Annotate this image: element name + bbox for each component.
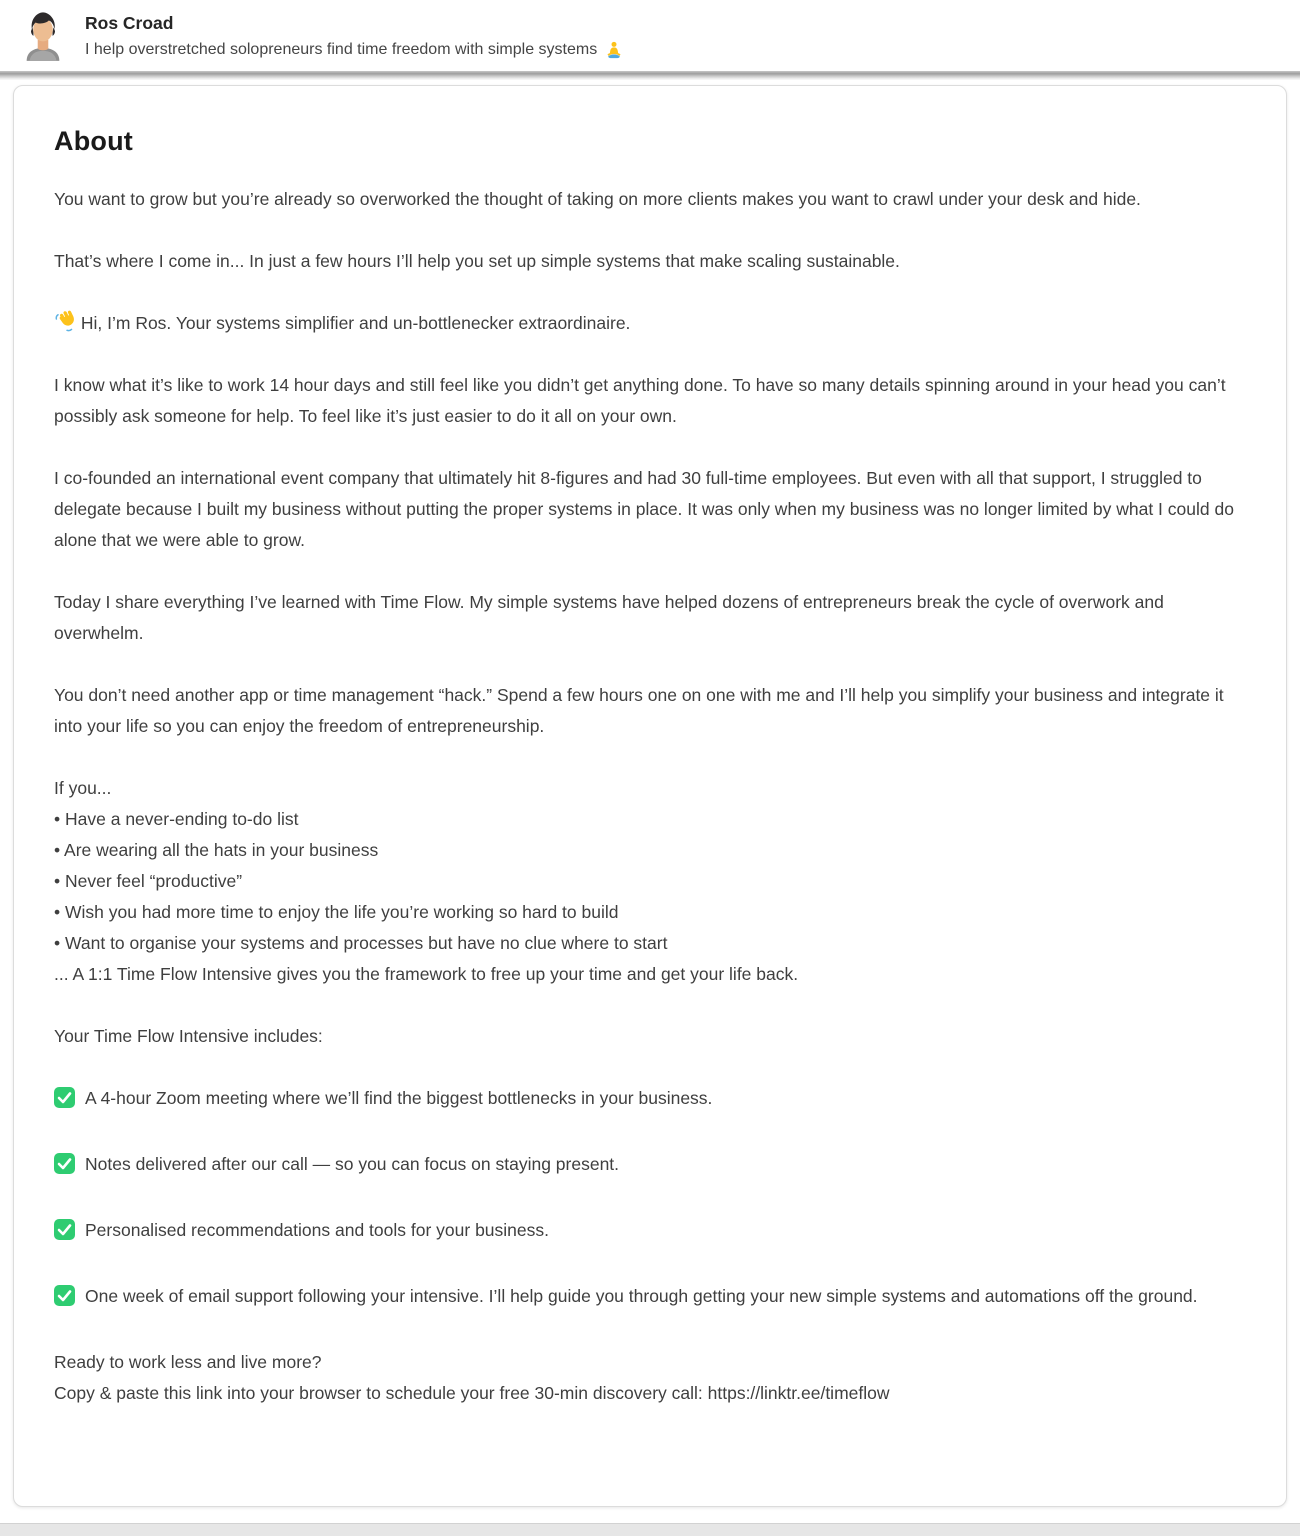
includes-intro: Your Time Flow Intensive includes: [54, 1026, 323, 1046]
list-item-text: Have a never-ending to-do list [65, 809, 299, 829]
includes-item-text: A 4-hour Zoom meeting where we’ll find the biggest bottlenecks in your business. [85, 1088, 713, 1108]
about-paragraph: That’s where I come in... In just a few hours I’ll help you set up simple systems that make scaling sustainable. [54, 251, 900, 271]
profile-tagline-text: I help overstretched solopreneurs find time freedom with simple systems [85, 41, 598, 58]
check-icon [54, 1153, 75, 1184]
bullet-marker: • [54, 809, 61, 829]
includes-item [54, 1149, 1246, 1184]
list-item-text: Are wearing all the hats in your business [64, 840, 379, 860]
if-you-list [54, 773, 1246, 990]
list-item-text: Wish you had more time to enjoy the life you’re working so hard to build [65, 902, 619, 922]
about-paragraph: I know what it’s like to work 14 hour days and still feel like you didn’t get anything done. To have so many details spinning around in your head you can’t possibly ask someone for help. To feel like it’s just easier to do it all on your own. [54, 375, 1226, 426]
list-item [54, 835, 1246, 866]
waving-hand-icon [54, 310, 76, 332]
list-item [54, 804, 1246, 835]
includes-item-text: Personalised recommendations and tools for your business. [85, 1220, 549, 1240]
about-paragraph: I co-founded an international event company that ultimately hit 8-figures and had 30 full-time employees. But even with all that support, I struggled to delegate because I built my business without putting the proper systems in place. It was only when my business was no longer limited by what I could do alone that we were able to grow. [54, 468, 1234, 550]
bullet-marker: • [54, 902, 61, 922]
profile-header[interactable] [0, 0, 1300, 70]
if-you-outro: ... A 1:1 Time Flow Intensive gives you the framework to free up your time and get your life back. [54, 964, 799, 984]
page-background [0, 80, 1300, 1523]
closing-cta: Copy & paste this link into your browser to schedule your free 30-min discovery call: https://linktr.ee/timeflow [54, 1383, 890, 1403]
includes-item-text: One week of email support following your intensive. I’ll help guide you through getting your new simple systems and automations off the ground. [85, 1286, 1198, 1306]
profile-tagline [85, 39, 624, 61]
profile-name[interactable]: Ros Croad [85, 13, 174, 33]
profile-header-text [85, 6, 624, 61]
about-greeting-text: Hi, I’m Ros. Your systems simplifier and un-bottlenecker extraordinaire. [80, 313, 631, 333]
about-paragraph: You don’t need another app or time management “hack.” Spend a few hours one on one with me and I’ll help you simplify your business and integrate it into your life so you can enjoy the freedom of entrepreneurship. [54, 685, 1224, 736]
profile-avatar[interactable] [18, 6, 68, 62]
bottom-gray-strip [0, 1523, 1300, 1536]
includes-item [54, 1281, 1246, 1316]
person-meditating-icon [604, 40, 624, 60]
about-card [13, 85, 1287, 1507]
bullet-marker: • [54, 840, 61, 860]
about-title: About [54, 126, 133, 156]
bullet-marker: • [54, 871, 61, 891]
includes-item-text: Notes delivered after our call — so you can focus on staying present. [85, 1154, 620, 1174]
bullet-marker: • [54, 933, 61, 953]
header-shadow-divider [0, 70, 1300, 80]
list-item-text: Never feel “productive” [65, 871, 243, 891]
list-item-text: Want to organise your systems and processes but have no clue where to start [65, 933, 668, 953]
about-paragraph: You want to grow but you’re already so overworked the thought of taking on more clients makes you want to crawl under your desk and hide. [54, 189, 1141, 209]
if-you-intro: If you... [54, 778, 112, 798]
list-item [54, 866, 1246, 897]
closing-block [54, 1347, 1246, 1409]
closing-question: Ready to work less and live more? [54, 1352, 322, 1372]
about-greeting [54, 308, 1246, 339]
check-icon [54, 1087, 75, 1118]
check-icon [54, 1219, 75, 1250]
list-item [54, 897, 1246, 928]
check-icon [54, 1285, 75, 1316]
list-item [54, 928, 1246, 959]
about-paragraph: Today I share everything I’ve learned with Time Flow. My simple systems have helped dozens of entrepreneurs break the cycle of overwork and overwhelm. [54, 592, 1164, 643]
includes-item [54, 1083, 1246, 1118]
includes-item [54, 1215, 1246, 1250]
